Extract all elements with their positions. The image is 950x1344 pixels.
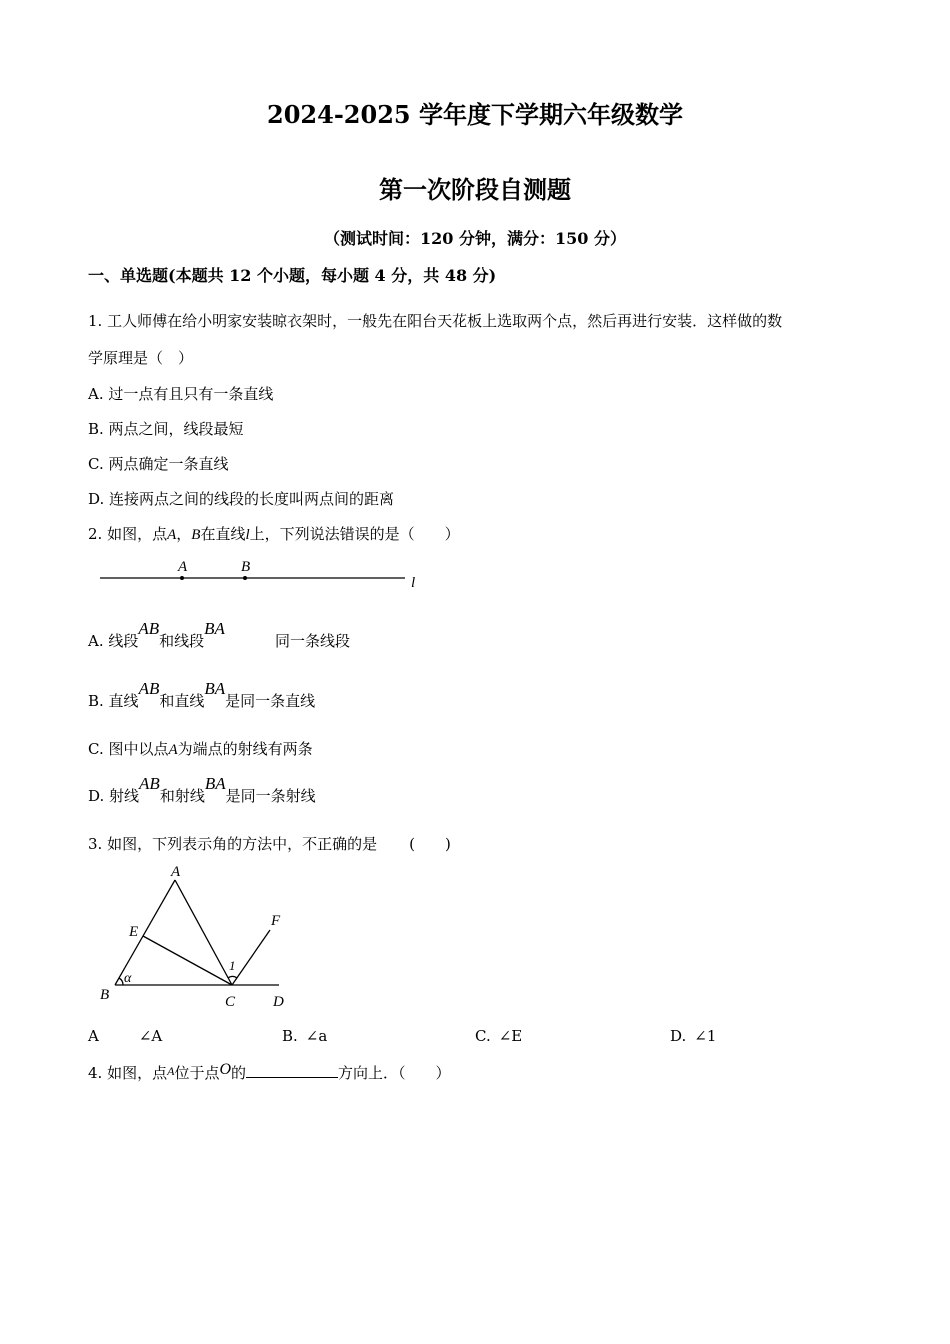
q2-fig-label-l: l (411, 575, 416, 591)
q4-point-a: A (167, 1064, 175, 1078)
q1-option-b: B. 两点之间，线段最短 (88, 420, 244, 438)
q2-opt-d-seg1: AB (139, 774, 160, 793)
q2-stem (88, 523, 460, 544)
q2-opt-b-seg1: AB (138, 679, 160, 698)
q3-label-one: 1 (229, 958, 236, 973)
q2-dot-b (243, 576, 247, 580)
q2-point-b: B (191, 527, 201, 543)
q3-opt-c-text: ∠E (498, 1027, 523, 1045)
q1-option-d: D. 连接两点之间的线段的长度叫两点间的距离 (88, 490, 395, 508)
q2-opt-a-tail: 同一条线段 (274, 632, 350, 650)
q1-option-c: C. 两点确定一条直线 (88, 455, 229, 473)
q2-option-b (88, 679, 316, 711)
q3-label-b: B (100, 987, 110, 1003)
q1-option-a: A. 过一点有且只有一条直线 (88, 385, 274, 403)
q4-stem-mid: 位于点 (174, 1064, 220, 1082)
q2-dot-a (180, 576, 184, 580)
q4-answer-blank[interactable] (246, 1063, 338, 1078)
q3-line-cf (232, 930, 270, 985)
q4-stem-suffix: 方向上．（ ） (338, 1064, 451, 1082)
q2-comma: ， (176, 525, 192, 543)
q1-stem-line2: 学原理是（ ） (88, 349, 194, 367)
q3-opt-a-text: ∠A (138, 1027, 163, 1045)
q3-opt-b-text: ∠a (305, 1027, 328, 1045)
q3-option-d (670, 1027, 716, 1045)
q2-opt-c-lead: C. 图中以点 (88, 740, 169, 758)
q2-opt-d-seg2: BA (204, 774, 226, 793)
q3-opt-d-letter: D. (670, 1027, 687, 1045)
q3-label-alpha: α (124, 971, 132, 986)
q3-arc-one (228, 976, 237, 978)
q4-stem-de: 的 (231, 1064, 247, 1082)
q3-opt-b-letter: B. (282, 1027, 298, 1045)
q3-stem (88, 833, 451, 854)
q2-option-d (88, 774, 316, 806)
title-line-2: 第一次阶段自测题 (379, 175, 571, 204)
q2-opt-d-mid: 和射线 (159, 787, 205, 805)
q1-stem-line1: 1. 工人师傅在给小明家安装晾衣架时，一般先在阳台天花板上选取两个点，然后再进行安装．这样做的数 (88, 312, 783, 330)
q2-opt-b-seg2: BA (204, 679, 226, 698)
q3-figure-triangle (95, 862, 305, 1017)
q3-option-a (88, 1027, 162, 1045)
q3-opt-c-letter: C. (475, 1027, 491, 1045)
q2-opt-b-tail: 是同一条直线 (225, 692, 316, 710)
q2-option-c (88, 738, 313, 759)
q2-fig-label-a: A (178, 559, 188, 575)
q4-point-o: O (219, 1061, 232, 1078)
q2-opt-a-lead: A. 线段 (88, 632, 139, 650)
q3-label-c: C (225, 994, 236, 1010)
q2-opt-c-point: A (168, 742, 178, 758)
title-line-1: 2024-2025 学年度下学期六年级数学 (267, 100, 683, 129)
q2-opt-a-seg2: BA (204, 619, 225, 638)
section-heading: 一、单选题(本题共 12 个小题，每小题 4 分，共 48 分) (88, 266, 497, 285)
q3-opt-a-letter: A (88, 1027, 99, 1045)
exam-info: （测试时间：120 分钟，满分：150 分） (324, 229, 626, 248)
q2-opt-d-lead: D. 射线 (88, 787, 140, 805)
q2-option-a (88, 619, 350, 651)
q2-opt-c-tail: 为端点的射线有两条 (177, 740, 313, 758)
q2-opt-a-mid: 和线段 (159, 632, 205, 650)
q4-stem (88, 1062, 451, 1083)
q2-opt-a-seg1: AB (138, 619, 160, 638)
q3-label-e: E (129, 924, 139, 940)
q3-stem-text: 3. 如图，下列表示角的方法中，不正确的是 (88, 835, 378, 853)
q3-opt-d-text: ∠1 (694, 1027, 717, 1045)
q3-option-b (282, 1027, 327, 1045)
q2-line-l: l (245, 527, 250, 543)
q2-point-a: A (167, 527, 177, 543)
q3-option-c (475, 1027, 522, 1045)
q2-opt-b-mid: 和直线 (159, 692, 205, 710)
q2-opt-b-lead: B. 直线 (88, 692, 139, 710)
q3-label-a: A (171, 864, 181, 880)
q2-stem-mid: 在直线 (200, 525, 246, 543)
q2-fig-label-b: B (241, 559, 251, 575)
q4-stem-prefix: 4. 如图，点 (88, 1064, 168, 1082)
q2-figure-line (95, 555, 435, 595)
q3-arc-alpha (119, 978, 123, 985)
q3-paren: ( ) (409, 835, 451, 853)
q3-line-ba (115, 880, 175, 985)
q3-label-f: F (271, 913, 281, 929)
q3-label-d: D (273, 994, 284, 1010)
q2-stem-prefix: 2. 如图，点 (88, 525, 168, 543)
q2-opt-d-tail: 是同一条射线 (225, 787, 316, 805)
q2-stem-suffix: 上，下列说法错误的是（ ） (249, 525, 460, 543)
